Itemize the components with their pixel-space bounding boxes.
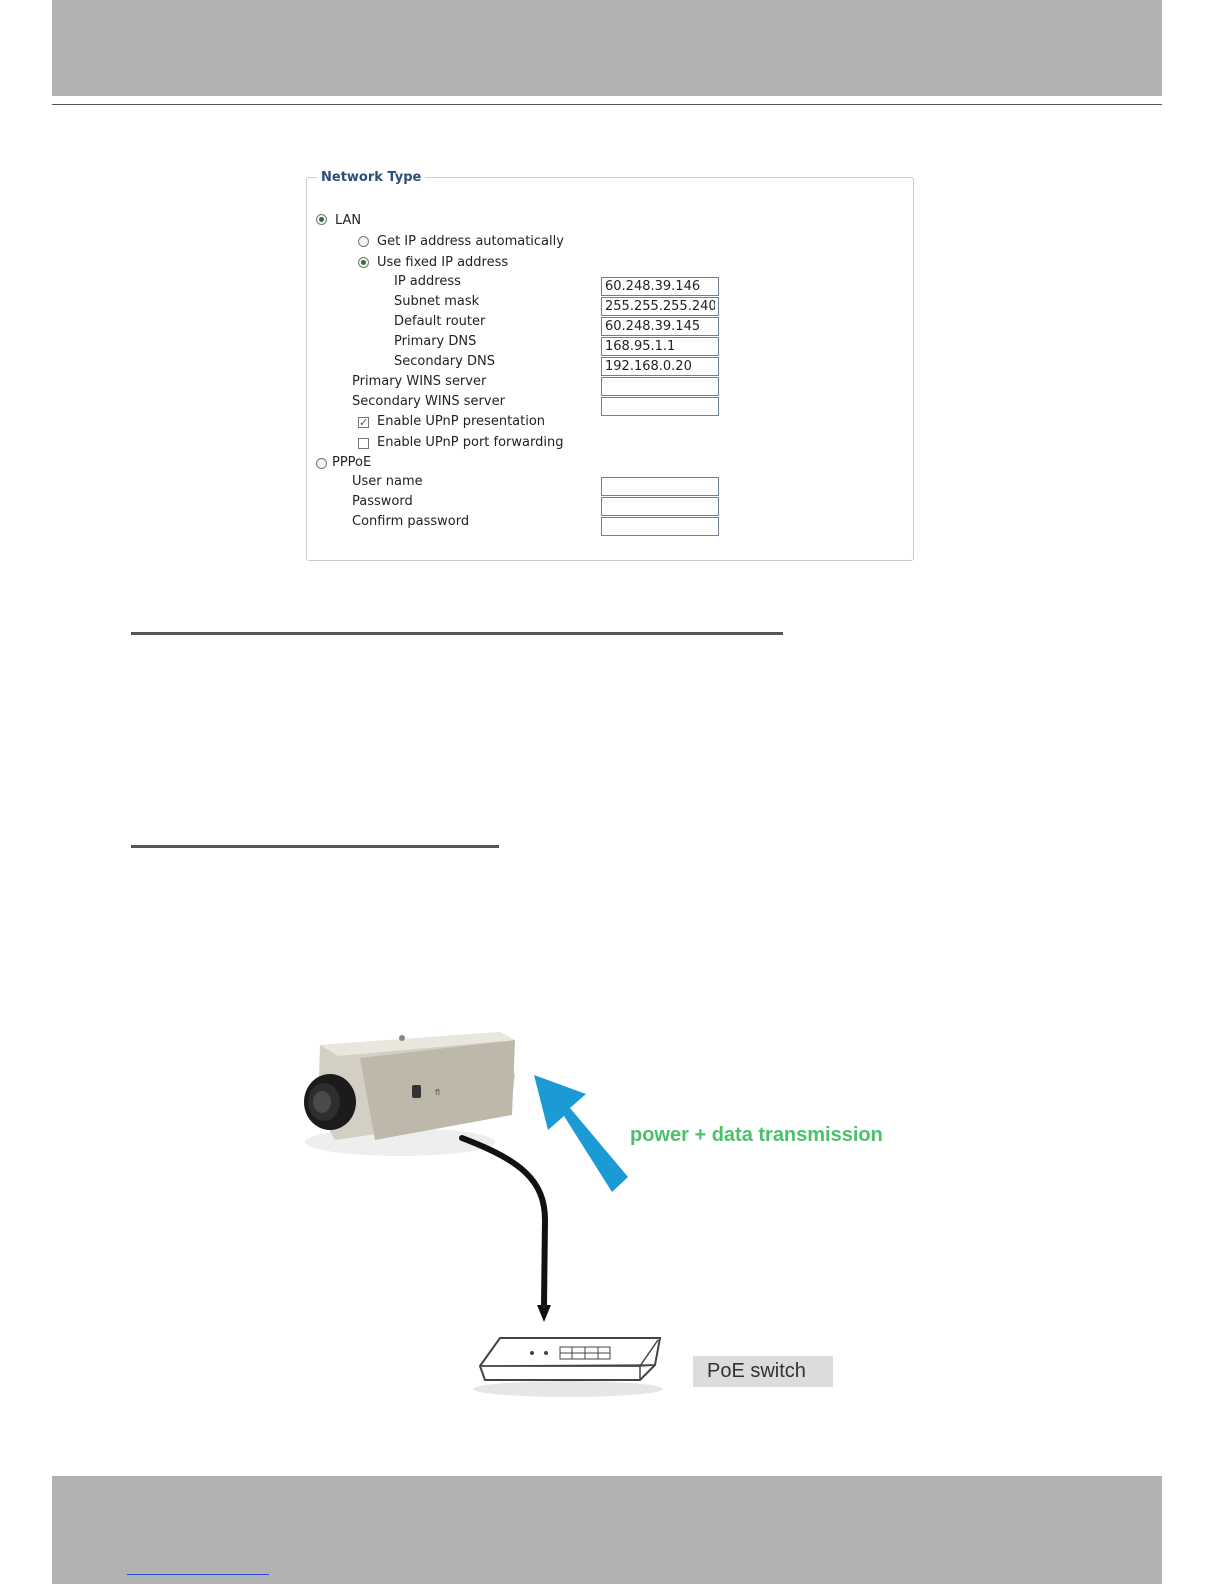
lan-label: LAN <box>335 213 362 228</box>
upnp-port-forwarding-checkbox[interactable] <box>358 438 369 449</box>
power-data-caption: power + data transmission <box>630 1124 883 1146</box>
pppoe-radio[interactable] <box>316 458 327 469</box>
subnet-mask-field[interactable] <box>601 297 719 316</box>
upnp-presentation-label: Enable UPnP presentation <box>377 414 546 429</box>
user-name-label: User name <box>352 474 423 489</box>
get-ip-automatically-label: Get IP address automatically <box>377 234 564 249</box>
section-divider-2 <box>131 845 499 848</box>
secondary-dns-label: Secondary DNS <box>394 354 495 369</box>
password-label: Password <box>352 494 413 509</box>
upnp-presentation-checkbox[interactable]: ✓ <box>359 416 369 429</box>
user-name-field[interactable] <box>601 477 719 496</box>
poe-switch-label: PoE switch <box>693 1356 833 1387</box>
ip-address-label: IP address <box>394 274 461 289</box>
network-cable <box>462 1138 545 1305</box>
password-field[interactable] <box>601 497 719 516</box>
ip-address-field[interactable] <box>601 277 719 296</box>
svg-text:fl: fl <box>435 1088 441 1097</box>
primary-wins-label: Primary WINS server <box>352 374 487 389</box>
header-divider <box>52 104 1162 105</box>
use-fixed-ip-label: Use fixed IP address <box>377 255 509 270</box>
get-ip-automatically-radio[interactable] <box>358 236 369 247</box>
section-divider-1 <box>131 632 783 635</box>
lan-radio[interactable] <box>316 214 327 225</box>
network-type-legend: Network Type <box>321 170 422 185</box>
secondary-wins-label: Secondary WINS server <box>352 394 505 409</box>
secondary-wins-field[interactable] <box>601 397 719 416</box>
confirm-password-field[interactable] <box>601 517 719 536</box>
ip-camera-icon <box>304 1032 515 1156</box>
header-band <box>52 0 1162 96</box>
primary-dns-field[interactable] <box>601 337 719 356</box>
upward-arrow-icon <box>534 1075 628 1192</box>
pppoe-label: PPPoE <box>332 455 372 470</box>
subnet-mask-label: Subnet mask <box>394 294 480 309</box>
upnp-port-forwarding-label: Enable UPnP port forwarding <box>377 435 564 450</box>
poe-switch-icon <box>473 1338 663 1397</box>
confirm-password-label: Confirm password <box>352 514 470 529</box>
primary-wins-field[interactable] <box>601 377 719 396</box>
footer-band <box>52 1476 1162 1584</box>
secondary-dns-field[interactable] <box>601 357 719 376</box>
poe-diagram <box>290 1020 930 1420</box>
default-router-field[interactable] <box>601 317 719 336</box>
default-router-label: Default router <box>394 314 486 329</box>
cable-arrow-head <box>537 1305 551 1322</box>
footer-link-underline[interactable] <box>127 1574 269 1575</box>
use-fixed-ip-radio[interactable] <box>358 257 369 268</box>
primary-dns-label: Primary DNS <box>394 334 477 349</box>
